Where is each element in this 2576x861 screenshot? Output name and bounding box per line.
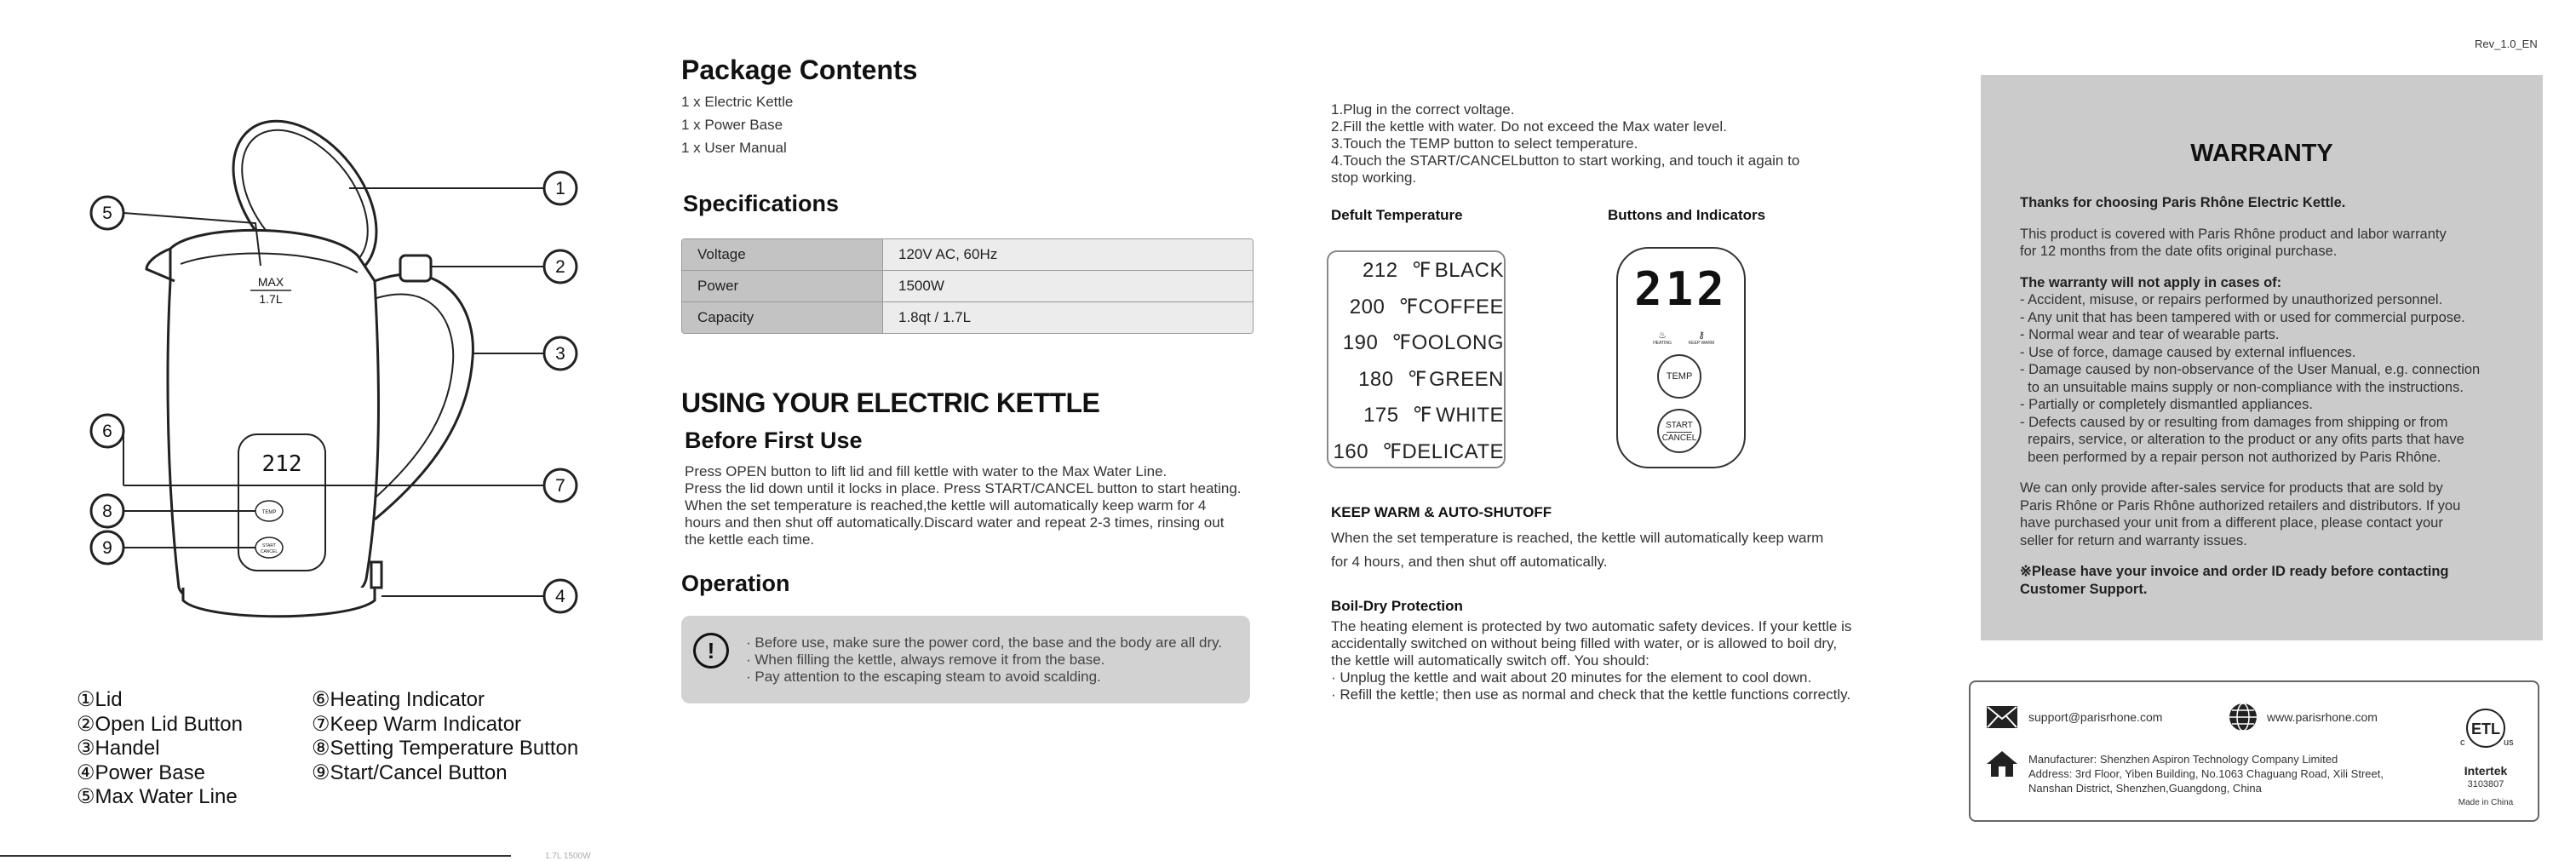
- spec-row: [682, 239, 1253, 271]
- temp-value: 160: [1333, 439, 1369, 463]
- text-line: · When filling the kettle, always remove it from the base.: [746, 651, 1105, 668]
- step-item: stop working.: [1331, 169, 1417, 186]
- text-line: to an unsuitable mains supply or non-compliance with the instructions.: [2020, 379, 2464, 395]
- start-cancel-button[interactable]: [1657, 409, 1701, 453]
- legend-item: ①Lid: [77, 688, 123, 711]
- heating-icon: ♨: [1658, 330, 1667, 341]
- callout-4: 4: [555, 587, 565, 606]
- temp-row: [1328, 253, 1504, 290]
- spec-value: 1.8qt / 1.7L: [883, 302, 1253, 333]
- text-line: The heating element is protected by two automatic safety devices. If your kettle is: [1331, 618, 1852, 634]
- heating-indicator: [1647, 330, 1678, 347]
- text-line: - Damage caused by non-observance of the User Manual, e.g. connection: [2020, 362, 2481, 377]
- legend-left: [77, 688, 243, 810]
- globe-icon: [2228, 702, 2258, 732]
- temp-row: [1328, 290, 1504, 326]
- using-title: USING YOUR ELECTRIC KETTLE: [681, 387, 1100, 418]
- package-list: [681, 90, 1260, 159]
- svg-text:us: us: [2504, 738, 2514, 748]
- package-title: Package Contents: [681, 55, 918, 85]
- steps-list: [1331, 101, 1859, 187]
- panel-display: 212: [1634, 262, 1728, 316]
- operation-text: [746, 634, 1222, 686]
- text-line: have purchased your unit from a different place, please contact your: [2020, 515, 2443, 531]
- callout-8: 8: [102, 502, 112, 521]
- temp-unit: ℉: [1407, 367, 1427, 391]
- legend-item: ⑧Setting Temperature Button: [312, 737, 579, 760]
- temp-unit: ℉: [1391, 331, 1412, 355]
- control-panel-illustration: [1616, 247, 1746, 468]
- legend-item: ⑤Max Water Line: [77, 785, 238, 808]
- text-line: - Defects caused by or resulting from damages from shipping or from: [2020, 414, 2448, 430]
- text-line: hours and then shut off automatically.Discard water and repeat 2-3 times, rinsing out: [685, 514, 1225, 531]
- heating-label: HEATING: [1653, 341, 1672, 346]
- temp-row: [1328, 325, 1504, 362]
- temp-name: DELICATE: [1402, 439, 1504, 463]
- support-email[interactable]: support@parisrhone.com: [2028, 710, 2163, 724]
- step-item: 3.Touch the TEMP button to select temperature.: [1331, 135, 1638, 152]
- warranty-body: [2020, 194, 2531, 598]
- temp-name: GREEN: [1429, 367, 1504, 391]
- max-label: MAX: [257, 275, 284, 289]
- step-item: 4.Touch the START/CANCELbutton to start working, and touch it again to: [1331, 152, 1800, 169]
- text-line: repairs, service, or alteration to the product or any ofits parts that have: [2020, 432, 2464, 447]
- keep-warm-indicator: [1684, 330, 1718, 347]
- temp-button-label: TEMP: [1666, 371, 1693, 382]
- text-line: When the set temperature is reached,the kettle will automatically keep warm for 4: [685, 497, 1207, 514]
- temp-row: [1328, 398, 1504, 434]
- kettle-diagram-panel: [0, 0, 647, 859]
- temp-row: [1328, 362, 1504, 399]
- warranty-thanks: Thanks for choosing Paris Rhône Electric Kettle.: [2020, 195, 2346, 210]
- contact-box: [1969, 680, 2539, 822]
- text-line: the kettle will automatically switch off. You should:: [1331, 652, 1649, 669]
- text-line: - Normal wear and tear of wearable parts.: [2020, 327, 2280, 342]
- default-temp-title: Defult Temperature: [1331, 207, 1463, 223]
- max-volume: 1.7L: [259, 292, 283, 306]
- callout-7: 7: [555, 476, 565, 496]
- warranty-note: Customer Support.: [2020, 581, 2148, 597]
- warning-icon: !: [693, 633, 729, 669]
- svg-text:c: c: [2460, 738, 2465, 748]
- temp-value: 190: [1342, 331, 1379, 355]
- package-item: 1 x User Manual: [681, 140, 787, 156]
- legend-item: ⑥Heating Indicator: [312, 688, 485, 711]
- cancel-label: CANCEL: [1661, 433, 1697, 443]
- legend-right: [312, 688, 578, 785]
- temp-value: 175: [1363, 404, 1399, 428]
- footer-stub: 1.7L 1500W: [545, 852, 591, 861]
- keep-warm-title: KEEP WARM & AUTO-SHUTOFF: [1331, 504, 1552, 520]
- text-line: · Pay attention to the escaping steam to avoid scalding.: [746, 669, 1101, 685]
- text-line: Press OPEN button to lift lid and fill kettle with water to the Max Water Line.: [685, 463, 1168, 479]
- text-line: seller for return and warranty issues.: [2020, 532, 2247, 548]
- text-line: - Partially or completely dismantled appliances.: [2020, 397, 2313, 412]
- bottom-rule: [0, 855, 511, 857]
- legend-item: ④Power Base: [77, 761, 205, 784]
- text-line: for 12 months from the date ofits original purchase.: [2020, 244, 2338, 259]
- boil-dry-title: Boil-Dry Protection: [1331, 598, 1463, 614]
- specs-title: Specifications: [683, 191, 840, 216]
- default-temp-box: [1327, 250, 1506, 468]
- kettle-diagram: [0, 0, 647, 681]
- legend-item: ②Open Lid Button: [77, 712, 243, 736]
- manufacturer-info: [2028, 752, 2384, 795]
- text-line: · Refill the kettle; then use as normal and check that the kettle functions correctly.: [1331, 686, 1851, 703]
- made-in: Made in China: [2458, 798, 2514, 807]
- etl-certification-icon: [2454, 708, 2517, 752]
- text-line: - Accident, misuse, or repairs performed by unauthorized personnel.: [2020, 292, 2443, 307]
- diagram-cancel-button: CANCEL: [260, 549, 278, 554]
- legend-item: ③Handel: [77, 737, 160, 760]
- temp-name: BLACK: [1434, 259, 1504, 282]
- temp-name: OOLONG: [1411, 331, 1504, 355]
- spec-value: 120V AC, 60Hz: [883, 239, 1253, 270]
- temp-button[interactable]: [1657, 354, 1701, 399]
- text-line: the kettle each time.: [685, 531, 815, 548]
- text-line: This product is covered with Paris Rhône product and labor warranty: [2020, 226, 2447, 242]
- text-line: · Before use, make sure the power cord, the base and the body are all dry.: [746, 634, 1223, 651]
- specs-table: [681, 238, 1254, 334]
- package-item: 1 x Power Base: [681, 117, 783, 133]
- spec-key: Voltage: [682, 239, 883, 270]
- revision-label: Rev_1.0_EN: [2475, 37, 2538, 50]
- spec-row: [682, 271, 1253, 302]
- text-line: We can only provide after-sales service for products that are sold by: [2020, 480, 2443, 496]
- temp-unit: ℉: [1412, 404, 1432, 428]
- temp-value: 200: [1349, 295, 1386, 319]
- temp-value: 180: [1358, 367, 1394, 391]
- cert-number: 3103807: [2467, 779, 2504, 789]
- operation-box: [681, 616, 1250, 703]
- text-line: accidentally switched on without being filled with water, or is allowed to boil dry,: [1331, 635, 1838, 651]
- temp-value: 212: [1363, 259, 1398, 282]
- step-item: 2.Fill the kettle with water. Do not exceed the Max water level.: [1331, 118, 1727, 135]
- keep-warm-icon: ⚷: [1697, 330, 1706, 341]
- spec-key: Power: [682, 271, 883, 301]
- before-first-use-text: [685, 463, 1264, 548]
- text-line: Press the lid down until it locks in place. Press START/CANCEL button to start heating.: [685, 480, 1242, 497]
- temp-name: COFFEE: [1418, 295, 1504, 319]
- cert-brand: Intertek: [2464, 764, 2508, 778]
- temp-unit: ℉: [1411, 259, 1431, 282]
- home-icon: [1986, 749, 2018, 778]
- buttons-indicators-title: Buttons and Indicators: [1608, 207, 1766, 223]
- text-line: · Unplug the kettle and wait about 20 minutes for the element to cool down.: [1331, 669, 1812, 686]
- text-line: Nanshan District, Shenzhen,Guangdong, China: [2028, 782, 2262, 795]
- warranty-box: [1981, 75, 2543, 640]
- callout-5: 5: [102, 204, 112, 223]
- text-line: Manufacturer: Shenzhen Aspiron Technology Company Limited: [2028, 753, 2338, 766]
- warranty-title: WARRANTY: [2190, 140, 2333, 167]
- spec-row: [682, 302, 1253, 333]
- text-line: Paris Rhône or Paris Rhône authorized retailers and distributors. If you: [2020, 497, 2461, 514]
- boil-dry-text: [1331, 618, 1851, 703]
- keep-warm-text: [1331, 526, 1823, 574]
- callout-2: 2: [555, 257, 565, 277]
- text-line: been performed by a repair person not authorized by Paris Rhône.: [2020, 449, 2441, 465]
- diagram-display: 212: [261, 451, 302, 477]
- legend-item: ⑨Start/Cancel Button: [312, 761, 508, 784]
- operation-title: Operation: [681, 571, 790, 596]
- diagram-start-button: START: [262, 543, 276, 548]
- temp-unit: ℉: [1382, 439, 1403, 463]
- spec-key: Capacity: [682, 302, 883, 333]
- text-line: Address: 3rd Floor, Yiben Building, No.1063 Chaguang Road, Xili Street,: [2028, 767, 2384, 780]
- start-label: START: [1666, 421, 1693, 430]
- spec-value: 1500W: [883, 271, 1253, 301]
- text-line: - Use of force, damage caused by external influences.: [2020, 344, 2356, 360]
- callout-9: 9: [102, 538, 112, 558]
- website-link[interactable]: www.parisrhone.com: [2267, 710, 2378, 724]
- package-panel: [681, 53, 1260, 159]
- svg-text:ETL: ETL: [2471, 720, 2500, 738]
- temp-row: [1328, 434, 1504, 471]
- text-line: for 4 hours, and then shut off automatically.: [1331, 554, 1608, 570]
- callout-3: 3: [555, 344, 565, 364]
- temp-name: WHITE: [1436, 404, 1504, 428]
- callout-1: 1: [555, 179, 565, 198]
- text-line: When the set temperature is reached, the kettle will automatically keep warm: [1331, 530, 1824, 546]
- temp-unit: ℉: [1398, 295, 1419, 319]
- before-first-use-title: Before First Use: [685, 428, 863, 453]
- not-apply-title: The warranty will not apply in cases of:: [2020, 274, 2282, 290]
- diagram-temp-button: TEMP: [261, 510, 277, 515]
- keep-warm-label: KEEP WARM: [1688, 341, 1715, 346]
- text-line: - Any unit that has been tampered with or used for commercial purpose.: [2020, 309, 2465, 325]
- warranty-note: ※Please have your invoice and order ID ready before contacting: [2020, 564, 2449, 579]
- step-item: 1.Plug in the correct voltage.: [1331, 101, 1515, 118]
- email-icon: [1986, 705, 2018, 729]
- legend-item: ⑦Keep Warm Indicator: [312, 712, 522, 736]
- package-item: 1 x Electric Kettle: [681, 94, 794, 110]
- callout-6: 6: [102, 422, 112, 441]
